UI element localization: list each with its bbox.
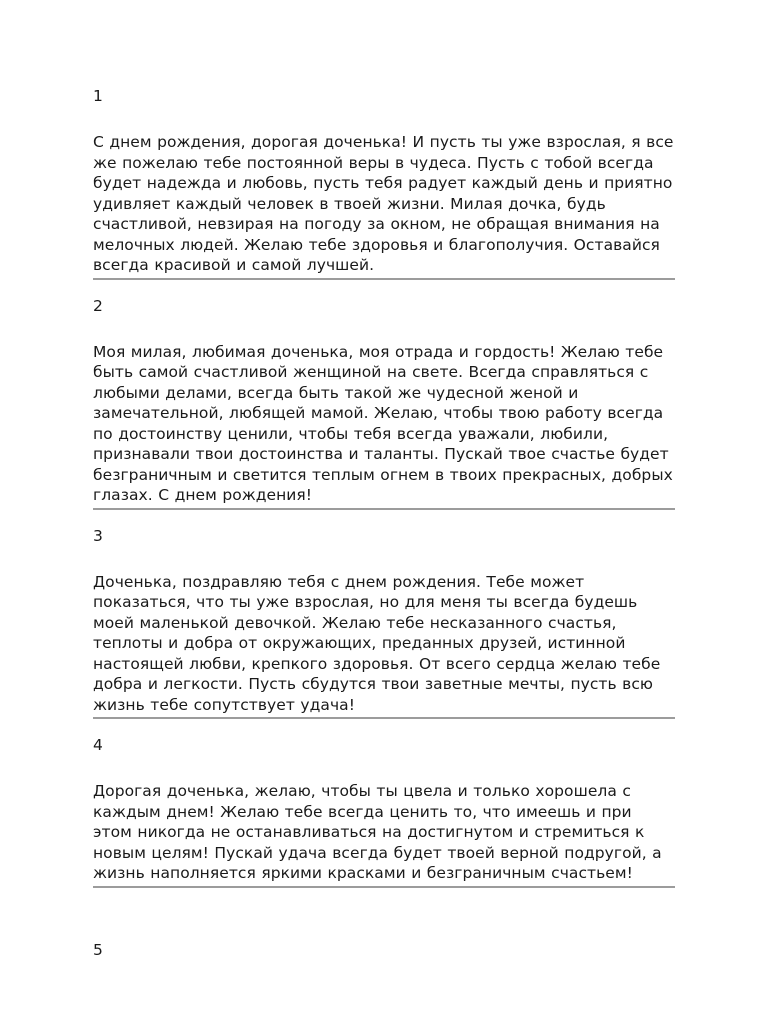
wish-text: Доченька, поздравляю тебя с днем рождения. Тебе может показаться, что ты уже взрослая, но для меня ты всегда будешь моей маленькой девочкой. Желаю тебе несказанного счастья, теплоты и добра от окружающих, преданных друзей, истинной настоящей любви, крепкого здоровья. От всего сердца желаю тебе добра и легкости. Пусть сбудутся твои заветные мечты, пусть всю жизнь тебе сопутствует удача! [93,572,661,714]
wish-section-1 [93,84,675,280]
section-divider [93,278,675,280]
wish-section-2 [93,294,675,510]
wish-text: Дорогая доченька, желаю, чтобы ты цвела и только хорошела с каждым днем! Желаю тебе всегда ценить то, что имеешь и при этом никогда не останавливаться на достигнутом и стремиться к новым целям! Пускай удача всегда будет твоей верной подругой, а жизнь наполняется яркими красками и безграничным счастьем! [93,782,662,882]
wish-number: 5 [93,940,103,959]
wish-number: 2 [93,296,103,315]
wish-section-3 [93,524,675,720]
section-divider [93,508,675,510]
wish-number: 1 [93,87,103,105]
wish-text: С днем рождения, дорогая доченька! И пусть ты уже взрослая, я все же пожелаю тебе постоянной веры в чудеса. Пусть с тобой всегда будет надежда и любовь, пусть тебя радует каждый день и приятно удивляет каждый человек в твоей жизни. Милая дочка, будь счастливой, невзирая на погоду за окном, не обращая внимания на мелочных людей. Желаю тебе здоровья и благополучия. Оставайся всегда красивой и самой лучшей. [93,133,674,274]
section-divider [93,717,675,719]
document-page [93,84,675,962]
wish-section-4 [93,733,675,888]
wish-number: 3 [93,526,103,545]
wish-text: Моя милая, любимая доченька, моя отрада и гордость! Желаю тебе быть самой счастливой женщиной на свете. Всегда справляться с любыми делами, всегда быть такой же чудесной женой и замечательной, любящей мамой. Желаю, чтобы твою работу всегда по достоинству ценили, чтобы тебя всегда уважали, любили, признавали твои достоинства и таланты. Пускай твое счастье будет безграничным и светится теплым огнем в твоих прекрасных, добрых глазах. С днем рождения! [93,342,673,504]
wish-number: 4 [93,736,103,754]
section-divider [93,886,675,888]
